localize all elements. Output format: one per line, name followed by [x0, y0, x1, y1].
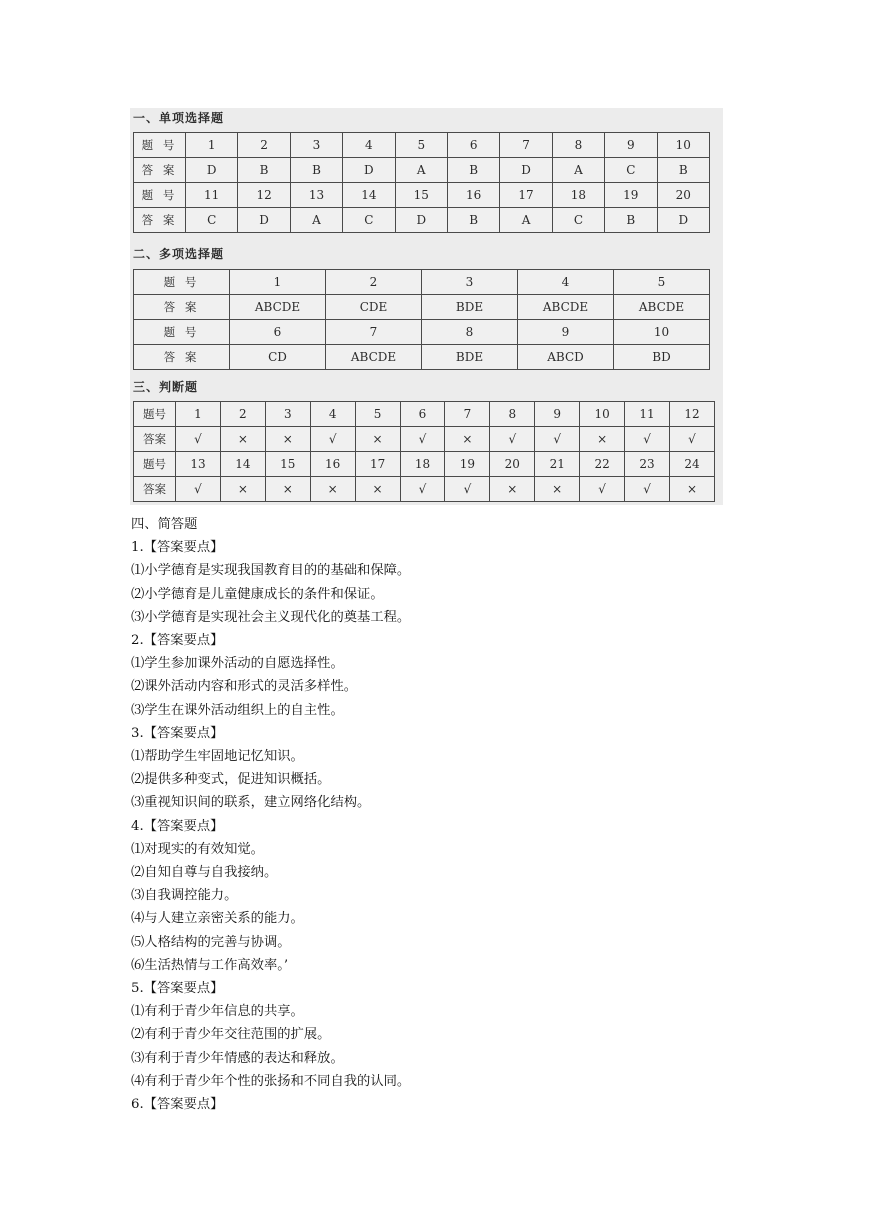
answer-point: ⑶小学德育是实现社会主义现代化的奠基工程。: [131, 609, 411, 625]
answer-cell: √: [400, 427, 445, 452]
answer-heading: 2.【答案要点】: [131, 633, 224, 649]
question-number: 19: [445, 452, 490, 477]
answer-heading: 4.【答案要点】: [131, 818, 224, 834]
table-row: [134, 345, 710, 370]
answer-cell: BD: [614, 345, 710, 370]
answer-cell: ×: [580, 427, 625, 452]
multi-choice-title: 二、多项选择题: [133, 247, 225, 261]
answer-cell: √: [176, 427, 221, 452]
answer-cell: A: [552, 158, 604, 183]
question-number: 10: [614, 320, 710, 345]
question-number: 8: [422, 320, 518, 345]
true-false-title: 三、判断题: [133, 380, 199, 394]
question-number: 16: [447, 183, 499, 208]
answer-cell: ×: [220, 427, 265, 452]
table-row: [134, 427, 715, 452]
question-number: 5: [614, 270, 710, 295]
question-number: 10: [657, 133, 709, 158]
row-label: 答 案: [134, 345, 230, 370]
answer-point: ⑴对现实的有效知觉。: [131, 841, 264, 857]
question-number: 3: [290, 133, 342, 158]
question-number: 1: [176, 402, 221, 427]
answer-cell: D: [657, 208, 709, 233]
question-number: 7: [445, 402, 490, 427]
question-number: 2: [326, 270, 422, 295]
answer-cell: D: [238, 208, 290, 233]
question-number: 22: [580, 452, 625, 477]
table-row: [134, 477, 715, 502]
answer-cell: CD: [230, 345, 326, 370]
question-number: 11: [625, 402, 670, 427]
question-number: 23: [625, 452, 670, 477]
question-number: 17: [355, 452, 400, 477]
question-number: 8: [490, 402, 535, 427]
answer-cell: C: [186, 208, 238, 233]
answer-cell: C: [552, 208, 604, 233]
answer-point: ⑵提供多种变式，促进知识概括。: [131, 772, 331, 788]
answer-point: ⑵课外活动内容和形式的灵活多样性。: [131, 679, 358, 695]
row-label: 题号: [134, 452, 176, 477]
answer-cell: √: [580, 477, 625, 502]
answer-cell: ×: [445, 427, 490, 452]
row-label: 答案: [134, 477, 176, 502]
answer-cell: D: [186, 158, 238, 183]
question-number: 2: [238, 133, 290, 158]
table-row: [134, 183, 710, 208]
answer-point: ⑵小学德育是儿童健康成长的条件和保证。: [131, 586, 384, 602]
answer-cell: ×: [355, 427, 400, 452]
answer-point: ⑴有利于青少年信息的共享。: [131, 1004, 304, 1020]
question-number: 16: [310, 452, 355, 477]
table-row: [134, 402, 715, 427]
question-number: 1: [230, 270, 326, 295]
answer-cell: B: [238, 158, 290, 183]
table-row: [134, 208, 710, 233]
question-number: 20: [657, 183, 709, 208]
answer-point: ⑶学生在课外活动组织上的自主性。: [131, 702, 344, 718]
answer-cell: D: [500, 158, 552, 183]
answer-cell: ABCD: [518, 345, 614, 370]
answer-cell: √: [625, 477, 670, 502]
table-row: [134, 270, 710, 295]
question-number: 6: [447, 133, 499, 158]
answer-point: ⑹生活热情与工作高效率。’: [131, 957, 289, 973]
answer-cell: ABCDE: [614, 295, 710, 320]
answer-cell: √: [669, 427, 714, 452]
answer-cell: B: [657, 158, 709, 183]
answer-point: ⑷有利于青少年个性的张扬和不同自我的认同。: [131, 1073, 411, 1089]
answer-heading: 6.【答案要点】: [131, 1097, 224, 1113]
answer-cell: D: [343, 158, 395, 183]
row-label: 答 案: [134, 208, 186, 233]
answer-cell: A: [395, 158, 447, 183]
question-number: 7: [500, 133, 552, 158]
question-number: 7: [326, 320, 422, 345]
answer-cell: ×: [490, 477, 535, 502]
short-answer-section: [131, 513, 851, 1116]
question-number: 15: [265, 452, 310, 477]
answer-cell: ×: [310, 477, 355, 502]
question-number: 8: [552, 133, 604, 158]
question-number: 15: [395, 183, 447, 208]
multi-choice-table: [133, 269, 710, 370]
answer-cell: C: [605, 158, 657, 183]
question-number: 13: [176, 452, 221, 477]
answer-key-scan: [130, 108, 723, 505]
question-number: 2: [220, 402, 265, 427]
table-row: [134, 295, 710, 320]
question-number: 12: [238, 183, 290, 208]
question-number: 18: [400, 452, 445, 477]
answer-cell: √: [490, 427, 535, 452]
answer-cell: A: [500, 208, 552, 233]
answer-cell: ×: [535, 477, 580, 502]
question-number: 9: [605, 133, 657, 158]
answer-cell: ABCDE: [518, 295, 614, 320]
question-number: 18: [552, 183, 604, 208]
row-label: 题 号: [134, 133, 186, 158]
answer-cell: B: [447, 208, 499, 233]
table-row: [134, 320, 710, 345]
question-number: 5: [355, 402, 400, 427]
answer-cell: ABCDE: [326, 345, 422, 370]
answer-cell: √: [535, 427, 580, 452]
answer-cell: ×: [265, 477, 310, 502]
answer-cell: B: [605, 208, 657, 233]
section-title: 四、简答题: [131, 517, 198, 532]
question-number: 4: [343, 133, 395, 158]
answer-point: ⑴学生参加课外活动的自愿选择性。: [131, 656, 344, 672]
row-label: 答 案: [134, 158, 186, 183]
answer-cell: C: [343, 208, 395, 233]
answer-cell: √: [310, 427, 355, 452]
answer-cell: B: [290, 158, 342, 183]
answer-point: ⑶有利于青少年情感的表达和释放。: [131, 1050, 344, 1066]
answer-cell: √: [400, 477, 445, 502]
answer-point: ⑸人格结构的完善与协调。: [131, 934, 291, 950]
table-row: [134, 452, 715, 477]
answer-heading: 1.【答案要点】: [131, 540, 224, 556]
answer-cell: BDE: [422, 295, 518, 320]
row-label: 答 案: [134, 295, 230, 320]
single-choice-title: 一、单项选择题: [133, 111, 225, 125]
answer-point: ⑵有利于青少年交往范围的扩展。: [131, 1027, 331, 1043]
answer-cell: √: [176, 477, 221, 502]
question-number: 19: [605, 183, 657, 208]
answer-point: ⑴小学德育是实现我国教育目的的基础和保障。: [131, 563, 411, 579]
answer-cell: √: [625, 427, 670, 452]
question-number: 3: [265, 402, 310, 427]
question-number: 4: [518, 270, 614, 295]
row-label: 题 号: [134, 183, 186, 208]
question-number: 11: [186, 183, 238, 208]
question-number: 24: [669, 452, 714, 477]
answer-heading: 3.【答案要点】: [131, 725, 224, 741]
question-number: 21: [535, 452, 580, 477]
row-label: 题号: [134, 402, 176, 427]
single-choice-table: [133, 132, 710, 233]
answer-cell: ×: [669, 477, 714, 502]
answer-cell: ABCDE: [230, 295, 326, 320]
true-false-table: [133, 401, 715, 502]
answer-point: ⑵自知自尊与自我接纳。: [131, 865, 278, 881]
question-number: 13: [290, 183, 342, 208]
question-number: 6: [230, 320, 326, 345]
row-label: 题 号: [134, 320, 230, 345]
answer-point: ⑶自我调控能力。: [131, 888, 238, 904]
question-number: 1: [186, 133, 238, 158]
question-number: 12: [669, 402, 714, 427]
question-number: 3: [422, 270, 518, 295]
answer-cell: A: [290, 208, 342, 233]
answer-point: ⑷与人建立亲密关系的能力。: [131, 911, 304, 927]
answer-heading: 5.【答案要点】: [131, 981, 224, 997]
question-number: 4: [310, 402, 355, 427]
row-label: 题 号: [134, 270, 230, 295]
answer-point: ⑴帮助学生牢固地记忆知识。: [131, 749, 304, 765]
question-number: 17: [500, 183, 552, 208]
question-number: 6: [400, 402, 445, 427]
answer-point: ⑶重视知识间的联系，建立网络化结构。: [131, 795, 371, 811]
row-label: 答案: [134, 427, 176, 452]
question-number: 20: [490, 452, 535, 477]
answer-cell: BDE: [422, 345, 518, 370]
answer-cell: √: [445, 477, 490, 502]
answer-cell: ×: [220, 477, 265, 502]
answer-cell: B: [447, 158, 499, 183]
answer-cell: D: [395, 208, 447, 233]
question-number: 14: [343, 183, 395, 208]
question-number: 9: [518, 320, 614, 345]
answer-cell: ×: [355, 477, 400, 502]
question-number: 9: [535, 402, 580, 427]
table-row: [134, 133, 710, 158]
question-number: 5: [395, 133, 447, 158]
answer-cell: CDE: [326, 295, 422, 320]
question-number: 14: [220, 452, 265, 477]
table-row: [134, 158, 710, 183]
question-number: 10: [580, 402, 625, 427]
answer-cell: ×: [265, 427, 310, 452]
